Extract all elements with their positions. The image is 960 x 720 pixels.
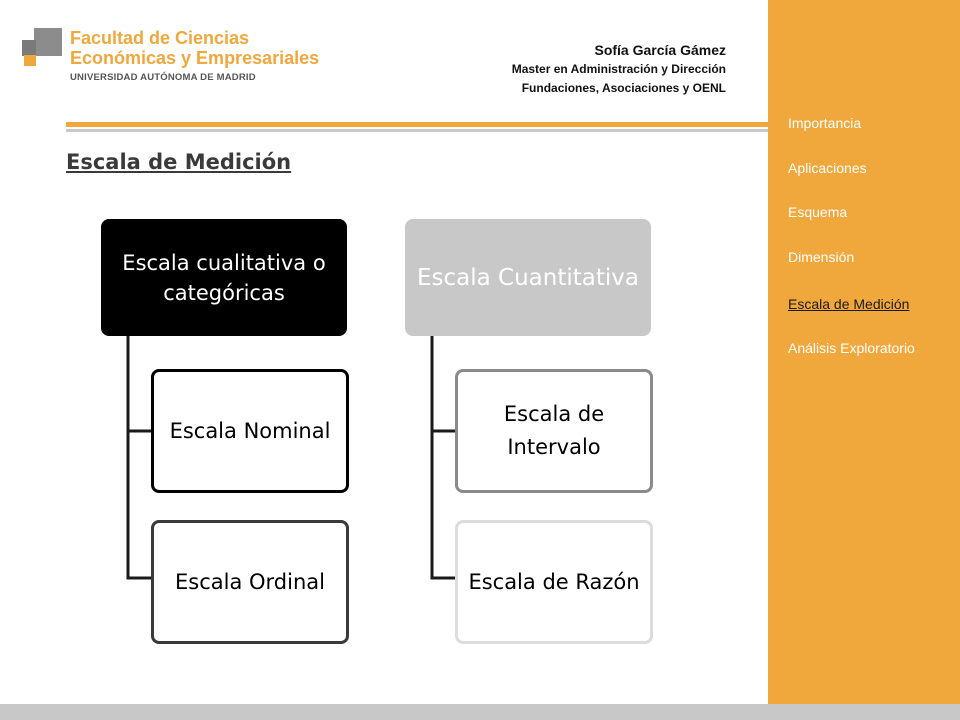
program-line-1: Master en Administración y Dirección: [511, 62, 726, 76]
program-line-2: Fundaciones, Asociaciones y OENL: [521, 81, 726, 95]
sidebar-item-esquema[interactable]: Esquema: [788, 204, 848, 220]
footer-bar: [0, 704, 960, 720]
logo-line-1: Facultad de Ciencias: [70, 28, 250, 48]
logo-line-3: UNIVERSIDAD AUTÓNOMA DE MADRID: [70, 72, 256, 83]
left-connector: [128, 336, 151, 578]
sidebar-nav: [768, 0, 960, 704]
ordinal-scale-box: Escala Ordinal: [151, 520, 349, 644]
right-connector: [432, 336, 455, 578]
sidebar-item-aplicaciones[interactable]: Aplicaciones: [788, 160, 867, 176]
qualitative-scale-heading: Escala cualitativa o categóricas: [101, 219, 347, 336]
sidebar-item-dimension[interactable]: Dimensión: [788, 249, 855, 265]
author-block: [512, 41, 726, 97]
faculty-logo-mark-icon: [22, 28, 62, 68]
ratio-scale-box: Escala de Razón: [455, 520, 653, 644]
quantitative-scale-heading: Escala Cuantitativa: [405, 219, 651, 336]
faculty-logo: [22, 28, 322, 98]
sidebar-item-importancia[interactable]: Importancia: [788, 115, 862, 131]
logo-line-2: Económicas y Empresariales: [70, 48, 320, 68]
header-divider-gray: [66, 129, 768, 132]
sidebar-item-analisis-exploratorio[interactable]: Análisis Exploratorio: [788, 340, 915, 356]
page-title: Escala de Medición: [66, 150, 292, 174]
author-name: Sofía García Gámez: [594, 42, 726, 58]
header-divider-orange: [66, 122, 768, 127]
interval-scale-box: Escala de Intervalo: [455, 369, 653, 493]
sidebar-item-escala-de-medicion[interactable]: Escala de Medición: [788, 296, 910, 312]
nominal-scale-box: Escala Nominal: [151, 369, 349, 493]
